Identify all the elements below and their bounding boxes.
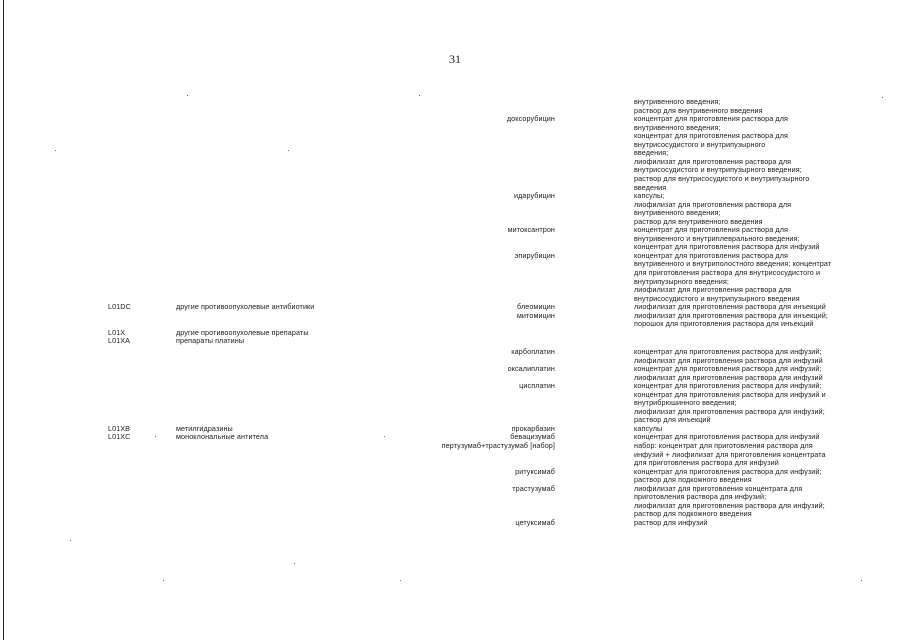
row-drug: доксорубицин	[506, 114, 555, 123]
row-form: внутрипузырного введения;	[634, 277, 730, 286]
row-form: капсулы;	[634, 191, 665, 200]
row-form: концентрат для приготовления раствора для инфузий	[634, 242, 820, 251]
row-form: раствор для внутривенного введения	[634, 217, 763, 226]
row-form: раствор для внутривенного введения	[634, 106, 763, 115]
row-form: концентрат для приготовления раствора для инфузий и	[634, 390, 826, 399]
row-drug: блеомицин	[517, 302, 555, 311]
row-form: инфузий + лиофилизат для приготовления концентрата	[634, 450, 826, 459]
scan-speck	[882, 97, 883, 98]
row-code: L01DC	[108, 302, 131, 311]
scan-speck	[55, 150, 56, 151]
row-form: для приготовления раствора для внутрисосудистого и	[634, 268, 821, 277]
page-number: 31	[449, 52, 461, 66]
row-form: введения;	[634, 148, 669, 157]
row-drug: бевацизумаб	[510, 432, 555, 441]
row-group: препараты платины	[176, 336, 245, 345]
row-form: внутривенного введения;	[634, 208, 721, 217]
row-form: внутрисосудистого и внутрипузырного введения;	[634, 165, 802, 174]
scan-speck	[294, 563, 295, 564]
row-form: внутривенного введения;	[634, 123, 721, 132]
row-drug: прокарбазин	[511, 424, 555, 433]
row-form: введения	[634, 183, 667, 192]
row-form: внутривенного и внутриполостного введения; концентрат	[634, 259, 832, 268]
row-form: концентрат для приготовления раствора для инфузий;	[634, 467, 822, 476]
row-form: лиофилизат для приготовления раствора для	[634, 200, 792, 209]
scan-speck	[400, 580, 401, 581]
row-form: набор: концентрат для приготовления раствора для	[634, 441, 813, 450]
row-group: метилгидразины	[176, 424, 233, 433]
row-form: концентрат для приготовления раствора для	[634, 225, 789, 234]
row-form: лиофилизат для приготовления раствора для инъекций;	[634, 311, 828, 320]
row-drug: оксалиплатин	[507, 364, 555, 373]
row-drug: эпирубицин	[514, 251, 555, 260]
row-form: лиофилизат для приготовления концентрата для	[634, 484, 803, 493]
row-form: раствор для инъекций	[634, 415, 711, 424]
row-form: порошок для приготовления раствора для инъекций	[634, 319, 814, 328]
scan-speck	[288, 150, 289, 151]
row-form: раствор для подкожного введения	[634, 509, 752, 518]
scan-speck	[861, 580, 862, 581]
row-form: лиофилизат для приготовления раствора для	[634, 157, 792, 166]
row-form: внутрибрюшинного введения;	[634, 398, 737, 407]
row-form: концентрат для приготовления раствора для инфузий;	[634, 381, 822, 390]
row-group: другие противоопухолевые препараты	[176, 328, 309, 337]
row-form: капсулы	[634, 424, 663, 433]
row-form: внутривенного введения;	[634, 97, 721, 106]
row-form: концентрат для приготовления раствора для инфузий	[634, 432, 820, 441]
row-drug: пертузумаб+трастузумаб [набор]	[441, 441, 555, 450]
row-drug: ритуксимаб	[515, 467, 555, 476]
row-drug: цетуксимаб	[515, 518, 555, 527]
row-form: концентрат для приготовления раствора для инфузий;	[634, 347, 822, 356]
row-form: лиофилизат для приготовления раствора для инфузий	[634, 373, 823, 382]
row-form: концентрат для приготовления раствора для	[634, 114, 789, 123]
row-drug: трастузумаб	[512, 484, 555, 493]
page-left-border	[3, 0, 4, 640]
row-form: лиофилизат для приготовления раствора для инфузий	[634, 356, 823, 365]
row-group: моноклональные антитела	[176, 432, 269, 441]
row-form: лиофилизат для приготовления раствора для инфузий;	[634, 501, 825, 510]
row-form: для приготовления раствора для инфузий	[634, 458, 779, 467]
scan-speck	[163, 580, 164, 581]
row-drug: цисплатин	[519, 381, 555, 390]
scan-speck	[384, 436, 385, 437]
row-code: L01X	[108, 328, 126, 337]
row-drug: карбоплатин	[511, 347, 555, 356]
scan-speck	[155, 436, 156, 437]
row-code: L01XC	[108, 432, 131, 441]
row-drug: митоксантрон	[507, 225, 555, 234]
row-form: лиофилизат для приготовления раствора для инъекций	[634, 302, 826, 311]
row-form: приготовления раствора для инфузий;	[634, 492, 767, 501]
row-group: другие противоопухолевые антибиотики	[176, 302, 315, 311]
row-form: раствор для инфузий	[634, 518, 708, 527]
row-code: L01XB	[108, 424, 131, 433]
row-form: лиофилизат для приготовления раствора для	[634, 285, 792, 294]
row-drug: митомицин	[516, 311, 555, 320]
row-form: концентрат для приготовления раствора для	[634, 251, 789, 260]
row-form: внутрисосудистого и внутрипузырного	[634, 140, 766, 149]
row-form: лиофилизат для приготовления раствора для инфузий;	[634, 407, 825, 416]
row-form: внутривенного и внутриплеврального введения;	[634, 234, 800, 243]
row-form: раствор для подкожного введения	[634, 475, 752, 484]
scan-speck	[419, 95, 420, 96]
row-form: раствор для внутрисосудистого и внутрипузырного	[634, 174, 810, 183]
row-form: внутрисосудистого и внутрипузырного введения	[634, 294, 800, 303]
row-form: концентрат для приготовления раствора для	[634, 131, 789, 140]
scan-speck	[70, 540, 71, 541]
row-form: концентрат для приготовления раствора для инфузий;	[634, 364, 822, 373]
row-drug: идарубицин	[513, 191, 555, 200]
scan-speck	[187, 95, 188, 96]
row-code: L01XA	[108, 336, 131, 345]
